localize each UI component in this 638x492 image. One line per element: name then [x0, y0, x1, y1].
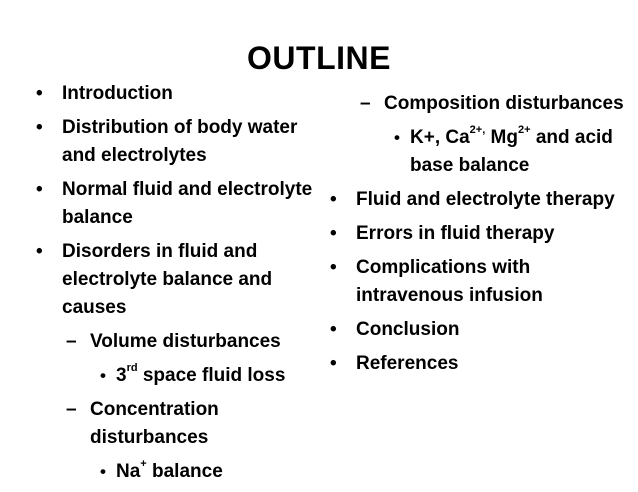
bullet-errors: [330, 220, 630, 248]
bullet-distribution: [36, 114, 326, 170]
na-rest: balance: [146, 461, 223, 482]
bullet-text: Complications with intravenous infusion: [356, 257, 543, 306]
bullet-references: [330, 350, 630, 378]
outline-column-right: [330, 90, 630, 384]
na-text: Na: [116, 461, 141, 482]
na-charge: +: [140, 457, 147, 470]
bullet-text: Disorders in fluid and electrolyte balance and causes: [62, 241, 273, 318]
bullet-disorders: [36, 238, 326, 322]
bullet-text: Fluid and electrolyte therapy: [356, 189, 615, 210]
outline-column-left: [36, 80, 326, 492]
subsubbullet-ions: [330, 124, 630, 180]
dash-marker: –: [360, 93, 371, 114]
bullet-text: Normal fluid and electrolyte balance: [62, 179, 313, 228]
subbullet-text: Concentration disturbances: [90, 399, 219, 448]
bullet-marker: •: [36, 241, 43, 262]
bullet-normal-balance: [36, 176, 326, 232]
bullet-marker: •: [330, 353, 337, 374]
bullet-introduction: [36, 80, 326, 108]
bullet-therapy: [330, 186, 630, 214]
bullet-marker: •: [36, 179, 43, 200]
dash-marker: –: [66, 399, 77, 420]
bullet-marker: •: [330, 223, 337, 244]
bullet-marker: •: [36, 117, 43, 138]
slide-title: OUTLINE: [247, 40, 391, 76]
bullet-marker: •: [100, 462, 106, 481]
bullet-marker: •: [100, 366, 106, 385]
bullet-marker: •: [394, 128, 400, 147]
bullet-complications: [330, 254, 630, 310]
subbullet-text: Composition disturbances: [384, 93, 624, 114]
mg-text: Mg: [485, 127, 518, 148]
ordinal-suffix: rd: [126, 361, 138, 374]
ions-rest: and acid base balance: [410, 127, 613, 176]
third-text: space fluid loss: [137, 365, 286, 386]
ca-charge: 2+,: [469, 123, 486, 136]
bullet-text: Errors in fluid therapy: [356, 223, 555, 244]
bullet-text: Conclusion: [356, 319, 460, 340]
subbullet-concentration: [36, 396, 326, 452]
k-ca-text: K+, Ca: [410, 127, 470, 148]
subbullet-composition: [330, 90, 630, 118]
subbullet-text: Volume disturbances: [90, 331, 281, 352]
third-number: 3: [116, 365, 127, 386]
subbullet-volume: [36, 328, 326, 356]
subsubbullet-third-space: [36, 362, 326, 390]
subsubbullet-na-balance: [36, 458, 326, 486]
mg-charge: 2+: [518, 123, 531, 136]
bullet-text: Distribution of body water and electrolytes: [62, 117, 298, 166]
bullet-marker: •: [330, 257, 337, 278]
bullet-conclusion: [330, 316, 630, 344]
bullet-marker: •: [330, 189, 337, 210]
bullet-marker: •: [330, 319, 337, 340]
bullet-marker: •: [36, 83, 43, 104]
dash-marker: –: [66, 331, 77, 352]
bullet-text: Introduction: [62, 83, 173, 104]
bullet-text: References: [356, 353, 459, 374]
